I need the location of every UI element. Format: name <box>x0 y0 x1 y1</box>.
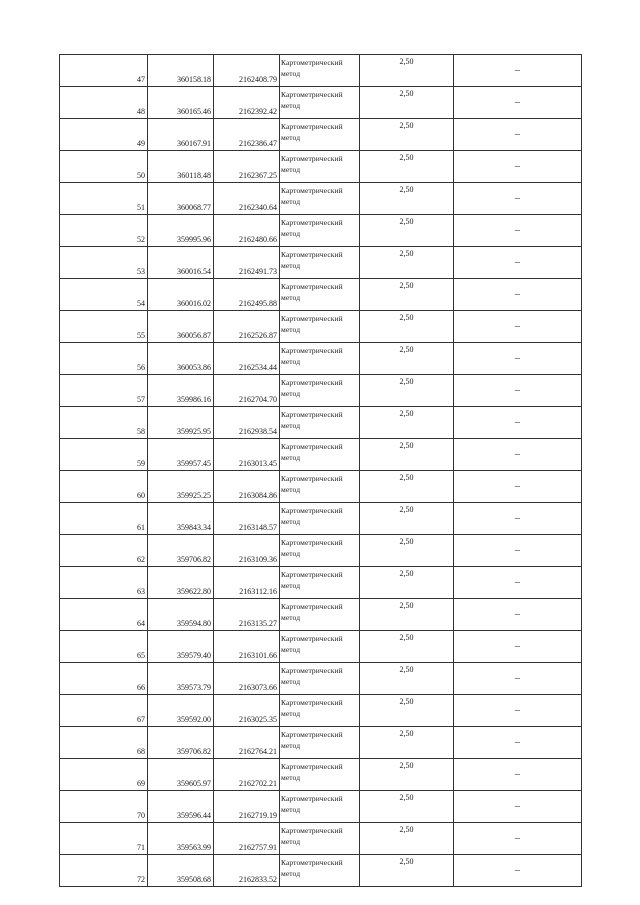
x-coordinate-cell: 359622.80 <box>148 567 214 599</box>
point-number-cell: 63 <box>60 567 148 599</box>
description-cell: – <box>454 791 582 823</box>
method-cell: Картометрический метод <box>280 151 360 183</box>
point-number-cell: 48 <box>60 87 148 119</box>
y-coordinate-cell: 2163025.35 <box>214 695 280 727</box>
point-number-cell: 50 <box>60 151 148 183</box>
method-cell: Картометрический метод <box>280 439 360 471</box>
description-cell: – <box>454 631 582 663</box>
table-row <box>60 695 582 727</box>
table-row <box>60 567 582 599</box>
method-cell: Картометрический метод <box>280 759 360 791</box>
method-cell: Картометрический метод <box>280 183 360 215</box>
point-number-cell: 64 <box>60 599 148 631</box>
y-coordinate-cell: 2163073.66 <box>214 663 280 695</box>
x-coordinate-cell: 360053.86 <box>148 343 214 375</box>
description-cell: – <box>454 375 582 407</box>
y-coordinate-cell: 2162719.19 <box>214 791 280 823</box>
accuracy-cell: 2,50 <box>360 759 454 791</box>
point-number-cell: 66 <box>60 663 148 695</box>
table-row <box>60 247 582 279</box>
description-cell: – <box>454 695 582 727</box>
description-cell: – <box>454 87 582 119</box>
accuracy-cell: 2,50 <box>360 823 454 855</box>
y-coordinate-cell: 2163148.57 <box>214 503 280 535</box>
method-cell: Картометрический метод <box>280 535 360 567</box>
x-coordinate-cell: 359573.79 <box>148 663 214 695</box>
point-number-cell: 49 <box>60 119 148 151</box>
document-page <box>59 54 581 887</box>
point-number-cell: 51 <box>60 183 148 215</box>
point-number-cell: 47 <box>60 55 148 87</box>
accuracy-cell: 2,50 <box>360 727 454 759</box>
method-cell: Картометрический метод <box>280 87 360 119</box>
description-cell: – <box>454 759 582 791</box>
y-coordinate-cell: 2162757.91 <box>214 823 280 855</box>
description-cell: – <box>454 567 582 599</box>
table-row <box>60 55 582 87</box>
table-row <box>60 215 582 247</box>
point-number-cell: 60 <box>60 471 148 503</box>
table-row <box>60 503 582 535</box>
table-row <box>60 631 582 663</box>
method-cell: Картометрический метод <box>280 503 360 535</box>
x-coordinate-cell: 360016.54 <box>148 247 214 279</box>
method-cell: Картометрический метод <box>280 567 360 599</box>
point-number-cell: 70 <box>60 791 148 823</box>
x-coordinate-cell: 359995.96 <box>148 215 214 247</box>
accuracy-cell: 2,50 <box>360 151 454 183</box>
x-coordinate-cell: 360158.18 <box>148 55 214 87</box>
accuracy-cell: 2,50 <box>360 279 454 311</box>
point-number-cell: 61 <box>60 503 148 535</box>
coordinates-table <box>59 54 582 887</box>
table-row <box>60 279 582 311</box>
x-coordinate-cell: 360118.48 <box>148 151 214 183</box>
y-coordinate-cell: 2162340.64 <box>214 183 280 215</box>
accuracy-cell: 2,50 <box>360 407 454 439</box>
method-cell: Картометрический метод <box>280 599 360 631</box>
y-coordinate-cell: 2162534.44 <box>214 343 280 375</box>
y-coordinate-cell: 2162495.88 <box>214 279 280 311</box>
point-number-cell: 72 <box>60 855 148 887</box>
x-coordinate-cell: 359986.16 <box>148 375 214 407</box>
point-number-cell: 68 <box>60 727 148 759</box>
y-coordinate-cell: 2162386.47 <box>214 119 280 151</box>
point-number-cell: 53 <box>60 247 148 279</box>
table-row <box>60 375 582 407</box>
y-coordinate-cell: 2163135.27 <box>214 599 280 631</box>
x-coordinate-cell: 359843.34 <box>148 503 214 535</box>
point-number-cell: 67 <box>60 695 148 727</box>
x-coordinate-cell: 359925.25 <box>148 471 214 503</box>
method-cell: Картометрический метод <box>280 279 360 311</box>
table-row <box>60 343 582 375</box>
description-cell: – <box>454 407 582 439</box>
table-row <box>60 407 582 439</box>
accuracy-cell: 2,50 <box>360 247 454 279</box>
table-row <box>60 759 582 791</box>
point-number-cell: 56 <box>60 343 148 375</box>
x-coordinate-cell: 359596.44 <box>148 791 214 823</box>
point-number-cell: 62 <box>60 535 148 567</box>
point-number-cell: 65 <box>60 631 148 663</box>
accuracy-cell: 2,50 <box>360 503 454 535</box>
description-cell: – <box>454 343 582 375</box>
table-row <box>60 151 582 183</box>
table-row <box>60 855 582 887</box>
point-number-cell: 55 <box>60 311 148 343</box>
description-cell: – <box>454 247 582 279</box>
accuracy-cell: 2,50 <box>360 439 454 471</box>
point-number-cell: 52 <box>60 215 148 247</box>
x-coordinate-cell: 360068.77 <box>148 183 214 215</box>
y-coordinate-cell: 2163101.66 <box>214 631 280 663</box>
table-row <box>60 183 582 215</box>
description-cell: – <box>454 55 582 87</box>
method-cell: Картометрический метод <box>280 343 360 375</box>
accuracy-cell: 2,50 <box>360 535 454 567</box>
description-cell: – <box>454 151 582 183</box>
method-cell: Картометрический метод <box>280 823 360 855</box>
description-cell: – <box>454 439 582 471</box>
y-coordinate-cell: 2162408.79 <box>214 55 280 87</box>
y-coordinate-cell: 2163013.45 <box>214 439 280 471</box>
point-number-cell: 69 <box>60 759 148 791</box>
x-coordinate-cell: 360167.91 <box>148 119 214 151</box>
description-cell: – <box>454 279 582 311</box>
method-cell: Картометрический метод <box>280 247 360 279</box>
x-coordinate-cell: 359594.80 <box>148 599 214 631</box>
accuracy-cell: 2,50 <box>360 471 454 503</box>
method-cell: Картометрический метод <box>280 119 360 151</box>
point-number-cell: 57 <box>60 375 148 407</box>
x-coordinate-cell: 359508.68 <box>148 855 214 887</box>
description-cell: – <box>454 119 582 151</box>
y-coordinate-cell: 2162704.70 <box>214 375 280 407</box>
description-cell: – <box>454 215 582 247</box>
x-coordinate-cell: 360165.46 <box>148 87 214 119</box>
description-cell: – <box>454 663 582 695</box>
description-cell: – <box>454 471 582 503</box>
description-cell: – <box>454 535 582 567</box>
method-cell: Картометрический метод <box>280 375 360 407</box>
accuracy-cell: 2,50 <box>360 567 454 599</box>
accuracy-cell: 2,50 <box>360 55 454 87</box>
y-coordinate-cell: 2162491.73 <box>214 247 280 279</box>
accuracy-cell: 2,50 <box>360 855 454 887</box>
accuracy-cell: 2,50 <box>360 215 454 247</box>
y-coordinate-cell: 2162938.54 <box>214 407 280 439</box>
accuracy-cell: 2,50 <box>360 343 454 375</box>
y-coordinate-cell: 2162764.21 <box>214 727 280 759</box>
table-row <box>60 823 582 855</box>
y-coordinate-cell: 2163109.36 <box>214 535 280 567</box>
accuracy-cell: 2,50 <box>360 599 454 631</box>
table-row <box>60 599 582 631</box>
y-coordinate-cell: 2162702.21 <box>214 759 280 791</box>
y-coordinate-cell: 2162392.42 <box>214 87 280 119</box>
x-coordinate-cell: 360016.02 <box>148 279 214 311</box>
accuracy-cell: 2,50 <box>360 119 454 151</box>
x-coordinate-cell: 359605.97 <box>148 759 214 791</box>
point-number-cell: 71 <box>60 823 148 855</box>
method-cell: Картометрический метод <box>280 791 360 823</box>
description-cell: – <box>454 503 582 535</box>
table-row <box>60 119 582 151</box>
method-cell: Картометрический метод <box>280 855 360 887</box>
x-coordinate-cell: 359957.45 <box>148 439 214 471</box>
table-row <box>60 727 582 759</box>
method-cell: Картометрический метод <box>280 215 360 247</box>
description-cell: – <box>454 727 582 759</box>
method-cell: Картометрический метод <box>280 631 360 663</box>
x-coordinate-cell: 359563.99 <box>148 823 214 855</box>
accuracy-cell: 2,50 <box>360 375 454 407</box>
x-coordinate-cell: 359579.40 <box>148 631 214 663</box>
accuracy-cell: 2,50 <box>360 695 454 727</box>
x-coordinate-cell: 359925.95 <box>148 407 214 439</box>
table-row <box>60 663 582 695</box>
x-coordinate-cell: 359592.00 <box>148 695 214 727</box>
x-coordinate-cell: 359706.82 <box>148 535 214 567</box>
accuracy-cell: 2,50 <box>360 791 454 823</box>
y-coordinate-cell: 2162480.66 <box>214 215 280 247</box>
description-cell: – <box>454 311 582 343</box>
method-cell: Картометрический метод <box>280 727 360 759</box>
table-row <box>60 471 582 503</box>
method-cell: Картометрический метод <box>280 407 360 439</box>
method-cell: Картометрический метод <box>280 695 360 727</box>
x-coordinate-cell: 359706.82 <box>148 727 214 759</box>
description-cell: – <box>454 823 582 855</box>
x-coordinate-cell: 360056.87 <box>148 311 214 343</box>
accuracy-cell: 2,50 <box>360 87 454 119</box>
coordinates-table-body <box>60 55 582 887</box>
y-coordinate-cell: 2162367.25 <box>214 151 280 183</box>
y-coordinate-cell: 2163112.16 <box>214 567 280 599</box>
table-row <box>60 791 582 823</box>
description-cell: – <box>454 855 582 887</box>
method-cell: Картометрический метод <box>280 471 360 503</box>
table-row <box>60 535 582 567</box>
method-cell: Картометрический метод <box>280 663 360 695</box>
point-number-cell: 58 <box>60 407 148 439</box>
accuracy-cell: 2,50 <box>360 183 454 215</box>
table-row <box>60 439 582 471</box>
table-row <box>60 87 582 119</box>
y-coordinate-cell: 2162833.52 <box>214 855 280 887</box>
point-number-cell: 59 <box>60 439 148 471</box>
y-coordinate-cell: 2163084.86 <box>214 471 280 503</box>
description-cell: – <box>454 183 582 215</box>
table-row <box>60 311 582 343</box>
method-cell: Картометрический метод <box>280 311 360 343</box>
method-cell: Картометрический метод <box>280 55 360 87</box>
y-coordinate-cell: 2162526.87 <box>214 311 280 343</box>
point-number-cell: 54 <box>60 279 148 311</box>
accuracy-cell: 2,50 <box>360 631 454 663</box>
accuracy-cell: 2,50 <box>360 311 454 343</box>
accuracy-cell: 2,50 <box>360 663 454 695</box>
description-cell: – <box>454 599 582 631</box>
